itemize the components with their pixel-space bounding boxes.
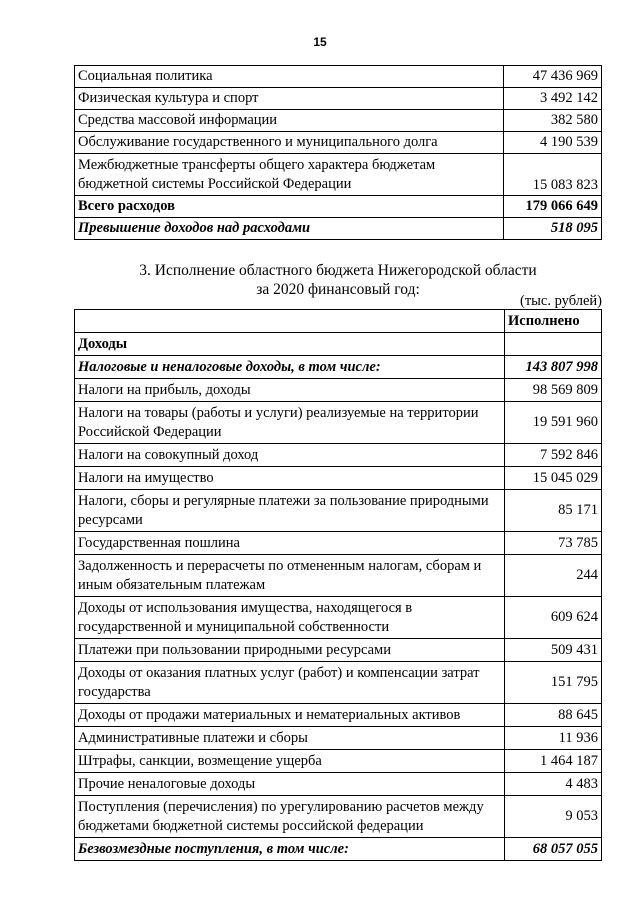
row-label: Налоги на совокупный доход [75, 444, 505, 467]
surplus-row [75, 218, 602, 240]
row-label: Доходы от оказания платных услуг (работ) и компенсации затрат государства [75, 662, 505, 704]
row-value: 151 795 [505, 662, 602, 704]
table-row [75, 356, 602, 379]
row-value: 47 436 969 [504, 66, 602, 88]
row-label: Прочие неналоговые доходы [75, 773, 505, 796]
table-row [75, 750, 602, 773]
row-label: Штрафы, санкции, возмещение ущерба [75, 750, 505, 773]
row-value: 4 483 [505, 773, 602, 796]
row-label: Превышение доходов над расходами [75, 218, 504, 240]
row-label: Налоги на имущество [75, 467, 505, 490]
row-label: Социальная политика [75, 66, 504, 88]
table-row [75, 66, 602, 88]
row-label: Налоги на товары (работы и услуги) реализуемые на территории Российской Федерации [75, 402, 505, 444]
row-label: Поступления (перечисления) по урегулированию расчетов между бюджетами бюджетной системы российской федерации [75, 796, 505, 838]
table-row [75, 796, 602, 838]
row-value: 19 591 960 [505, 402, 602, 444]
row-value: 4 190 539 [504, 132, 602, 154]
table-row [75, 467, 602, 490]
page-number: 15 [313, 35, 327, 49]
table-row [75, 444, 602, 467]
row-label: Доходы от продажи материальных и нематериальных активов [75, 704, 505, 727]
row-label: Обслуживание государственного и муниципального долга [75, 132, 504, 154]
row-value: 98 569 809 [505, 379, 602, 402]
table-row [75, 132, 602, 154]
row-label: Административные платежи и сборы [75, 727, 505, 750]
row-value: 15 083 823 [504, 154, 602, 196]
row-value: 68 057 055 [505, 838, 602, 861]
row-value: 9 053 [505, 796, 602, 838]
table-row [75, 490, 602, 532]
row-label: Государственная пошлина [75, 532, 505, 555]
table-row [75, 88, 602, 110]
row-value: 179 066 649 [504, 196, 602, 218]
table-row [75, 838, 602, 861]
row-value: 3 492 142 [504, 88, 602, 110]
table-row [75, 597, 602, 639]
row-value: 7 592 846 [505, 444, 602, 467]
row-value: 518 095 [504, 218, 602, 240]
row-label: Средства массовой информации [75, 110, 504, 132]
column-header: Исполнено [505, 310, 602, 333]
expenses-table [74, 65, 602, 240]
group-row [75, 333, 602, 356]
row-value: 73 785 [505, 532, 602, 555]
row-label: Всего расходов [75, 196, 504, 218]
section-title-line2: за 2020 финансовый год: [256, 281, 420, 298]
row-label: Физическая культура и спорт [75, 88, 504, 110]
row-value: 85 171 [505, 490, 602, 532]
row-label: Налоги на прибыль, доходы [75, 379, 505, 402]
row-value: 15 045 029 [505, 467, 602, 490]
row-label: Безвозмездные поступления, в том числе: [75, 838, 505, 861]
row-label: Платежи при пользовании природными ресурсами [75, 639, 505, 662]
revenue-table [74, 309, 602, 861]
table-row [75, 662, 602, 704]
row-label: Межбюджетные трансферты общего характера бюджетам бюджетной системы Российской Федерации [75, 154, 504, 196]
table-row [75, 727, 602, 750]
header-row [75, 310, 602, 333]
row-label: Доходы от использования имущества, находящегося в государственной и муниципальной собственности [75, 597, 505, 639]
group-blank-cell [505, 333, 602, 356]
table-row [75, 154, 602, 196]
header-blank-cell [75, 310, 505, 333]
row-value: 509 431 [505, 639, 602, 662]
table-row [75, 704, 602, 727]
section-title-line1: 3. Исполнение областного бюджета Нижегородской области [139, 262, 537, 279]
table-row [75, 639, 602, 662]
table-row [75, 555, 602, 597]
group-label: Доходы [75, 333, 505, 356]
units-label: (тыс. рублей) [520, 293, 602, 309]
table-row [75, 110, 602, 132]
row-value: 609 624 [505, 597, 602, 639]
row-value: 143 807 998 [505, 356, 602, 379]
row-value: 11 936 [505, 727, 602, 750]
table-row [75, 379, 602, 402]
row-label: Налоги, сборы и регулярные платежи за пользование природными ресурсами [75, 490, 505, 532]
row-label: Налоговые и неналоговые доходы, в том числе: [75, 356, 505, 379]
row-label: Задолженность и перерасчеты по отмененным налогам, сборам и иным обязательным платежам [75, 555, 505, 597]
total-row [75, 196, 602, 218]
row-value: 88 645 [505, 704, 602, 727]
table-row [75, 532, 602, 555]
row-value: 244 [505, 555, 602, 597]
table-row [75, 773, 602, 796]
row-value: 382 580 [504, 110, 602, 132]
table-row [75, 402, 602, 444]
row-value: 1 464 187 [505, 750, 602, 773]
